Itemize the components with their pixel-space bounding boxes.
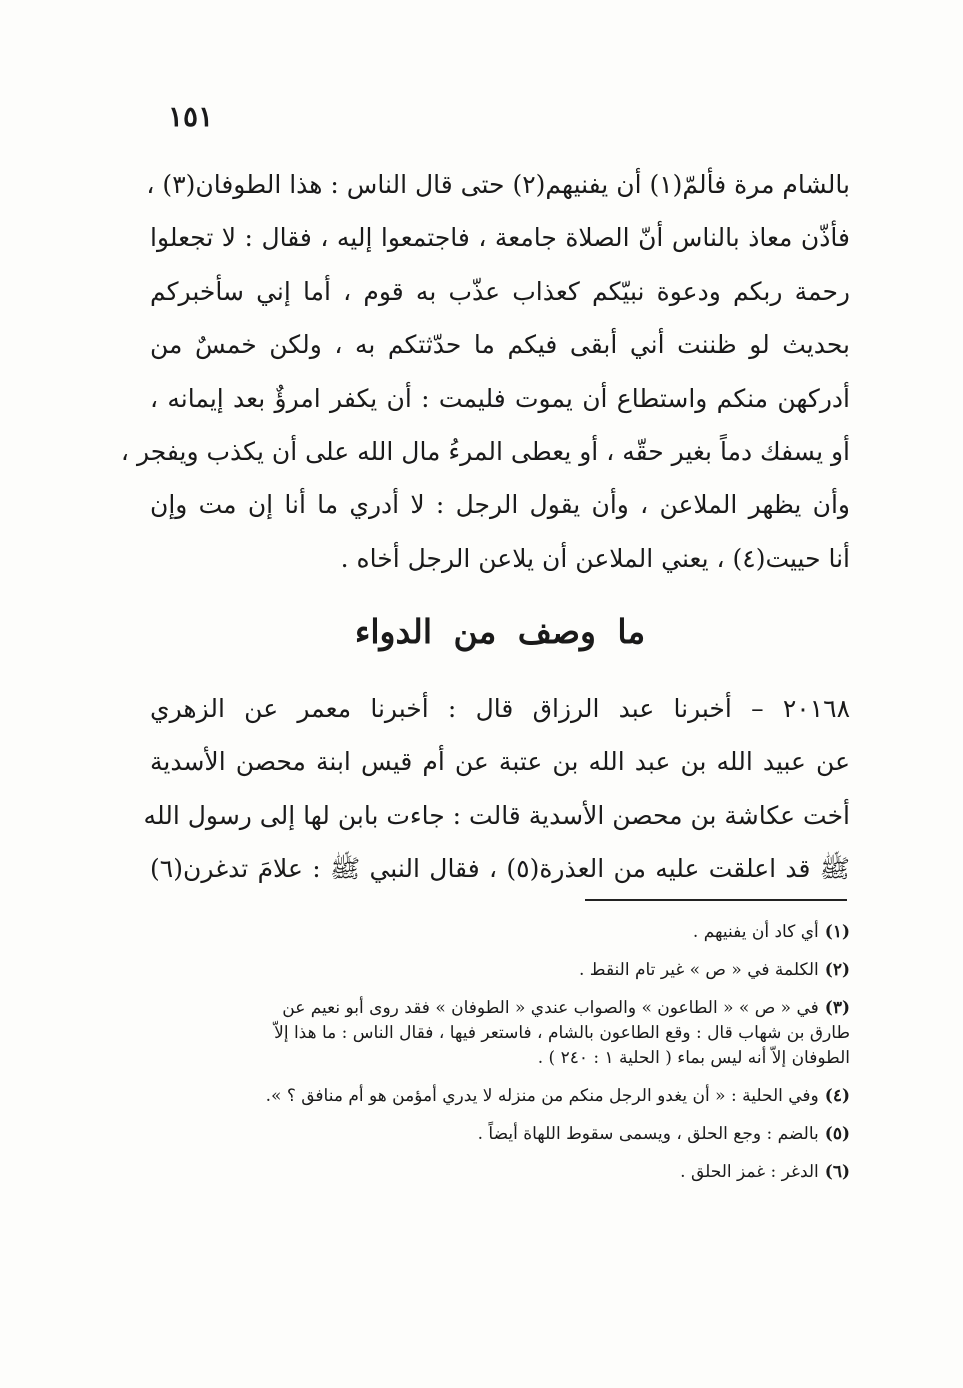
text-line: ٢٠١٦٨ – أخبرنا عبد الرزاق قال : أخبرنا معمر عن الزهري bbox=[150, 694, 850, 723]
footnote-6 bbox=[150, 1160, 850, 1185]
text-line: أو يسفك دماً بغير حقّه ، أو يعطى المرءُ مال الله على أن يكذب ويفجر ، bbox=[120, 437, 850, 467]
footnote-4 bbox=[150, 1084, 850, 1109]
footnote-5 bbox=[150, 1122, 850, 1147]
footnote-text: في « ص » « الطاعون » والصواب عندي « الطوفان » فقد روى أبو نعيم عن bbox=[282, 998, 819, 1018]
paragraph-continued bbox=[120, 158, 850, 585]
footnote-number: (٦) bbox=[824, 1162, 850, 1182]
page-number: ١٥١ bbox=[168, 100, 214, 133]
footnote-3 bbox=[150, 996, 850, 1071]
footnote-2 bbox=[150, 958, 850, 983]
footnotes bbox=[150, 920, 850, 1198]
footnote-number: (٤) bbox=[824, 1086, 850, 1106]
footnote-text-continued: الطوفان إلاّ أنه ليس بماء ( الحلية ١ : ٢٤٠ ) . bbox=[537, 1048, 850, 1068]
footnote-number: (١) bbox=[824, 922, 850, 942]
footnote-divider bbox=[585, 899, 847, 901]
footnote-text-continued: طارق بن شهاب قال : وقع الطاعون بالشام ، فاستعر فيها ، فقال الناس : ما هذا إلاّ bbox=[274, 1023, 850, 1043]
footnote-number: (٥) bbox=[824, 1124, 850, 1144]
footnote-text: الكلمة في « ص » غير تام النقط . bbox=[579, 960, 819, 980]
text-line: أدركهن منكم واستطاع أن يموت فليمت : أن يكفر امرؤٌ بعد إيمانه ، bbox=[150, 383, 850, 413]
text-line: ﷺ قد اعلقت عليه من العذرة(٥) ، فقال النبي ﷺ : علامَ تدغرن(٦) bbox=[150, 854, 850, 884]
text-line: رحمة ربكم ودعوة نبيّكم كعذاب عذّب به قوم ، أما إني سأخبركم bbox=[150, 276, 850, 306]
footnote-1 bbox=[150, 920, 850, 945]
text-line: أنا حييت(٤) ، يعني الملاعن أن يلاعن الرجل أخاه . bbox=[340, 543, 850, 573]
footnote-text: وفي الحلية : « أن يغدو الرجل منكم من منزله لا يدري أمؤمن هو أم منافق ؟ ». bbox=[265, 1086, 819, 1106]
text-line: عن عبيد الله بن عبد الله بن عتبة عن أم قيس ابنة محصن الأسدية bbox=[150, 747, 850, 777]
text-line: بحديث لو ظننت أني أبقى فيكم ما حدّثتكم به ، ولكن خمسٌ من bbox=[150, 330, 850, 360]
footnote-number: (٣) bbox=[824, 998, 850, 1018]
hadith-paragraph bbox=[143, 682, 850, 896]
footnote-text: أي كاد أن يفنيهم . bbox=[692, 922, 819, 942]
footnote-number: (٢) bbox=[824, 960, 850, 980]
text-line: بالشام مرة فألمّ(١) أن يفنيهم(٢) حتى قال الناس : هذا الطوفان(٣) ، bbox=[146, 170, 850, 199]
text-line: وأن يظهر الملاعن ، وأن يقول الرجل : لا أدري ما أنا إن مت وإن bbox=[150, 490, 850, 520]
footnote-text: بالضم : وجع الحلق ، ويسمى سقوط اللهاة أيضاً . bbox=[477, 1124, 819, 1144]
section-title: ما وصف من الدواء bbox=[354, 612, 646, 651]
footnote-text: الدغر : غمز الحلق . bbox=[680, 1162, 819, 1182]
text-line: فأذّن معاذ بالناس أنّ الصلاة جامعة ، فاجتمعوا إليه ، فقال : لا تجعلوا bbox=[150, 223, 850, 253]
text-line: أخت عكاشة بن محصن الأسدية قالت : جاءت بابن لها إلى رسول الله bbox=[143, 800, 850, 830]
